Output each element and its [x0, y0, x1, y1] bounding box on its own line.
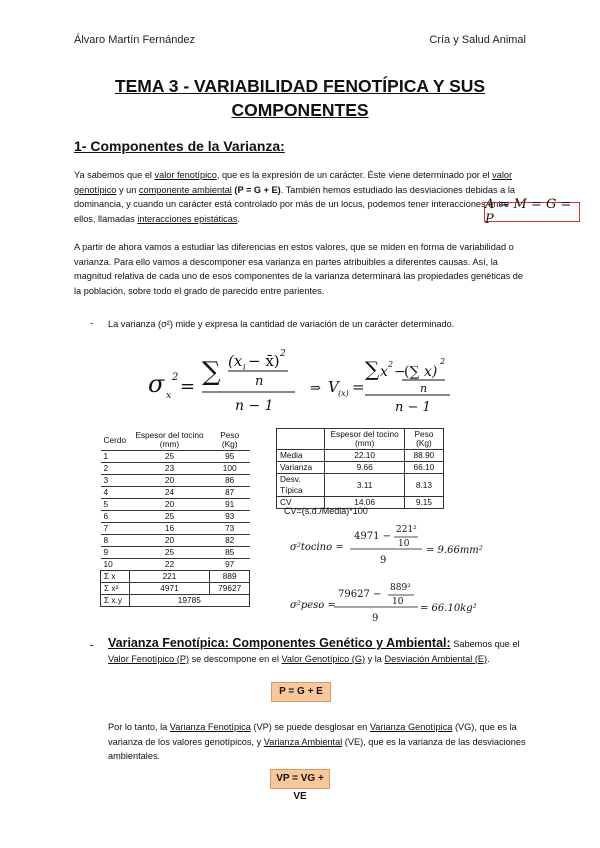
cell: 20	[129, 475, 210, 487]
paragraph-intro	[74, 168, 522, 226]
term-componente-ambiental: componente ambiental	[138, 184, 232, 195]
cell: 7	[101, 523, 130, 535]
cell: CV	[277, 497, 325, 509]
cell: 66.10	[404, 462, 443, 474]
cell: Varianza	[277, 462, 325, 474]
calc-result: = 9.66mm²	[426, 545, 483, 556]
cell: 22.10	[325, 450, 404, 462]
term-varianza-genotipica: Varianza Genotípica	[369, 722, 453, 732]
cell: 2	[101, 463, 130, 475]
calc-den: 9	[372, 613, 379, 624]
formula-box-means: A = M = G = P	[484, 202, 580, 222]
table-row	[101, 487, 250, 499]
cell: 20	[129, 499, 210, 511]
svg-text:σ: σ	[148, 370, 165, 398]
calc-num-c: 10	[392, 597, 404, 607]
page-title	[70, 74, 530, 122]
table-row	[277, 474, 444, 497]
bullet-variance-definition: La varianza (σ²) mide y expresa la cantidad de variación de un carácter determinado.	[108, 319, 455, 329]
table-row	[101, 475, 250, 487]
bullet-dash: -	[90, 640, 94, 651]
svg-text:n: n	[420, 382, 428, 395]
implies-arrow: ⇒	[310, 381, 321, 396]
table-row	[101, 451, 250, 463]
cell: 91	[210, 499, 250, 511]
subsection-heading: Varianza Fenotípica: Componentes Genético y Ambiental:	[108, 636, 451, 650]
variance-calc-tocino	[288, 520, 488, 570]
table-row	[101, 499, 250, 511]
cell: 20	[129, 535, 210, 547]
col-header-peso: Peso (Kg)	[404, 429, 443, 450]
data-table-pigs	[100, 430, 250, 607]
cell: 1	[101, 451, 130, 463]
text: Por lo tanto, la	[108, 722, 170, 732]
col-header-espesor: Espesor del tocino (mm)	[129, 430, 210, 451]
table-sum-row	[101, 583, 250, 595]
col-header-peso: Peso (Kg)	[210, 430, 250, 451]
text: .	[487, 653, 490, 664]
text: , que es la expresión de un carácter. Éste viene determinado por el	[216, 170, 493, 180]
cell: 4	[101, 487, 130, 499]
cell: 3	[101, 475, 130, 487]
calc-num-b: 889²	[390, 583, 411, 593]
variance-formula	[140, 340, 460, 420]
equation-box-pge: P = G + E	[271, 682, 331, 702]
cell: 10	[101, 559, 130, 571]
cell: 86	[210, 475, 250, 487]
text: y un	[116, 184, 139, 195]
svg-text:x: x	[166, 391, 172, 401]
svg-text:− x̄): − x̄)	[248, 352, 280, 370]
cell: Media	[277, 450, 325, 462]
svg-text:∑: ∑	[365, 357, 380, 381]
table-row	[277, 450, 444, 462]
term-valor-fenotipico: valor fenotípico	[154, 170, 217, 180]
calc-lhs: σ²tocino =	[290, 542, 344, 553]
calc-lhs: σ²peso =	[290, 600, 336, 611]
cell: 19785	[129, 595, 249, 607]
cell: 5	[101, 499, 130, 511]
cell: 889	[210, 571, 250, 583]
table-header-row	[277, 429, 444, 450]
text: Sabemos que el	[450, 639, 520, 649]
cell: 8	[101, 535, 130, 547]
cell: 87	[210, 487, 250, 499]
calc-num-b: 221²	[396, 525, 417, 535]
calc-num-a: 4971 −	[354, 531, 392, 542]
cell: 73	[210, 523, 250, 535]
cell: 95	[210, 451, 250, 463]
text: y la	[365, 653, 385, 664]
text: .	[237, 213, 240, 224]
col-header-espesor: Espesor del tocino (mm)	[325, 429, 404, 450]
cv-formula: CV=(s.d./Media)*100	[284, 506, 368, 516]
term-desviacion-ambiental: Desviación Ambiental (E)	[384, 653, 488, 664]
cell: 25	[129, 511, 210, 523]
cell: Desv. Típica	[277, 474, 325, 497]
variance-calc-peso	[288, 578, 488, 628]
cell: 97	[210, 559, 250, 571]
denominator-n: n	[255, 374, 264, 389]
col-header-cerdo: Cerdo	[101, 430, 130, 451]
cell: Σ x.y	[101, 595, 130, 607]
table-row	[101, 463, 250, 475]
svg-text:x): x)	[424, 364, 438, 380]
header-subject: Cría y Salud Animal	[429, 34, 526, 46]
calc-den: 9	[380, 555, 387, 566]
cell: 79627	[210, 583, 250, 595]
text: . También hemos estudiado las desviaciones debidas a la dominancia, y cuando un carácter está controlado por más de un locus, podemos tener interacciones entre ellos, llamadas	[74, 184, 515, 224]
term-valor-fenotipico: Valor Fenotípico (P)	[108, 653, 190, 664]
symbol-vg: (VG)	[452, 722, 475, 732]
denominator-n-minus-1: n − 1	[235, 398, 274, 414]
calc-result: = 66.10kg²	[420, 603, 477, 614]
text: Ya sabemos que el	[74, 170, 155, 180]
table-row	[101, 559, 250, 571]
table-sum-row	[101, 595, 250, 607]
svg-text:x: x	[380, 364, 388, 380]
text: , que es la varianza de los valores genotípicos, y	[108, 722, 517, 747]
cell: Σ x	[101, 571, 130, 583]
sum-symbol: ∑	[202, 357, 221, 387]
text: se descompone en el	[189, 653, 282, 664]
svg-text:(x): (x)	[338, 389, 349, 398]
cell: 3.11	[325, 474, 404, 497]
cell: 88.90	[404, 450, 443, 462]
svg-text:V: V	[328, 378, 339, 396]
title-line-1: TEMA 3 - VARIABILIDAD FENOTÍPICA Y SUS	[114, 76, 486, 96]
cell: 9.66	[325, 462, 404, 474]
calc-num-c: 10	[398, 539, 410, 549]
cell: 25	[129, 451, 210, 463]
symbol-vp: (VP)	[250, 722, 272, 732]
header-author: Álvaro Martín Fernández	[74, 34, 196, 46]
section-heading: 1- Componentes de la Varianza:	[74, 138, 285, 154]
svg-text:2: 2	[280, 349, 286, 359]
cell: 23	[129, 463, 210, 475]
term-valor-genotipico: Valor Genotípico (G)	[281, 653, 366, 664]
bullet-phenotypic-variance	[108, 636, 522, 666]
cell: 16	[129, 523, 210, 535]
table-header-row	[101, 430, 250, 451]
svg-text:2: 2	[172, 372, 179, 383]
cell: 8.13	[404, 474, 443, 497]
svg-text:=: =	[180, 376, 196, 397]
bullet-dash: -	[90, 318, 94, 329]
equation-inline: (P = G + E)	[231, 184, 281, 195]
svg-text:(∑: (∑	[404, 364, 420, 380]
table-row	[101, 547, 250, 559]
term-varianza-fenotipica: Varianza Fenotípica	[169, 722, 251, 732]
cell: 221	[129, 571, 210, 583]
cell: 14.06	[325, 497, 404, 509]
cell: 24	[129, 487, 210, 499]
cell: 85	[210, 547, 250, 559]
paragraph-variance: A partir de ahora vamos a estudiar las diferencias en estos valores, que se miden en forma de variabilidad o varianza. Para ello vamos a descomponer esa varianza en partes atribuibles a diferentes causas. Así, la magnitud relativa de cada uno de esos componentes de la varianza determinará las propiedades genéticas de la población, sobre todo el grado de parecido entre parientes.	[74, 242, 523, 296]
cell: 9.15	[404, 497, 443, 509]
text: , que es la varianza de las desviaciones ambientales.	[108, 736, 526, 762]
paragraph-variance-decomposition	[108, 720, 526, 764]
term-interacciones-epistaticas: interacciones epistáticas	[137, 213, 238, 224]
cell: 100	[210, 463, 250, 475]
term-varianza-ambiental: Varianza Ambiental	[263, 736, 343, 747]
svg-text:2: 2	[440, 357, 446, 366]
cell: 22	[129, 559, 210, 571]
equation-box-variance: VP = VG + VE	[270, 769, 330, 789]
cell: 93	[210, 511, 250, 523]
text: se puede desglosar en	[271, 722, 370, 732]
cell: 6	[101, 511, 130, 523]
col-header-blank	[277, 429, 325, 450]
svg-text:=: =	[352, 378, 365, 396]
svg-text:n − 1: n − 1	[395, 400, 431, 415]
table-row	[101, 523, 250, 535]
calc-num-a: 79627 −	[338, 589, 382, 600]
svg-text:(x: (x	[228, 352, 243, 370]
cell: 82	[210, 535, 250, 547]
svg-text:2: 2	[388, 360, 394, 369]
stats-table	[276, 428, 444, 509]
table-row	[277, 462, 444, 474]
cell: 9	[101, 547, 130, 559]
symbol-ve: (VE)	[342, 736, 364, 747]
table-row	[101, 511, 250, 523]
term-valor-genotipico: valor genotípico	[74, 170, 513, 195]
cell: 25	[129, 547, 210, 559]
svg-text:i: i	[243, 363, 246, 372]
table-sum-row	[101, 571, 250, 583]
title-line-2: COMPONENTES	[231, 100, 369, 120]
svg-text:−: −	[394, 364, 406, 380]
table-row	[101, 535, 250, 547]
cell: 4971	[129, 583, 210, 595]
cell: Σ x²	[101, 583, 130, 595]
